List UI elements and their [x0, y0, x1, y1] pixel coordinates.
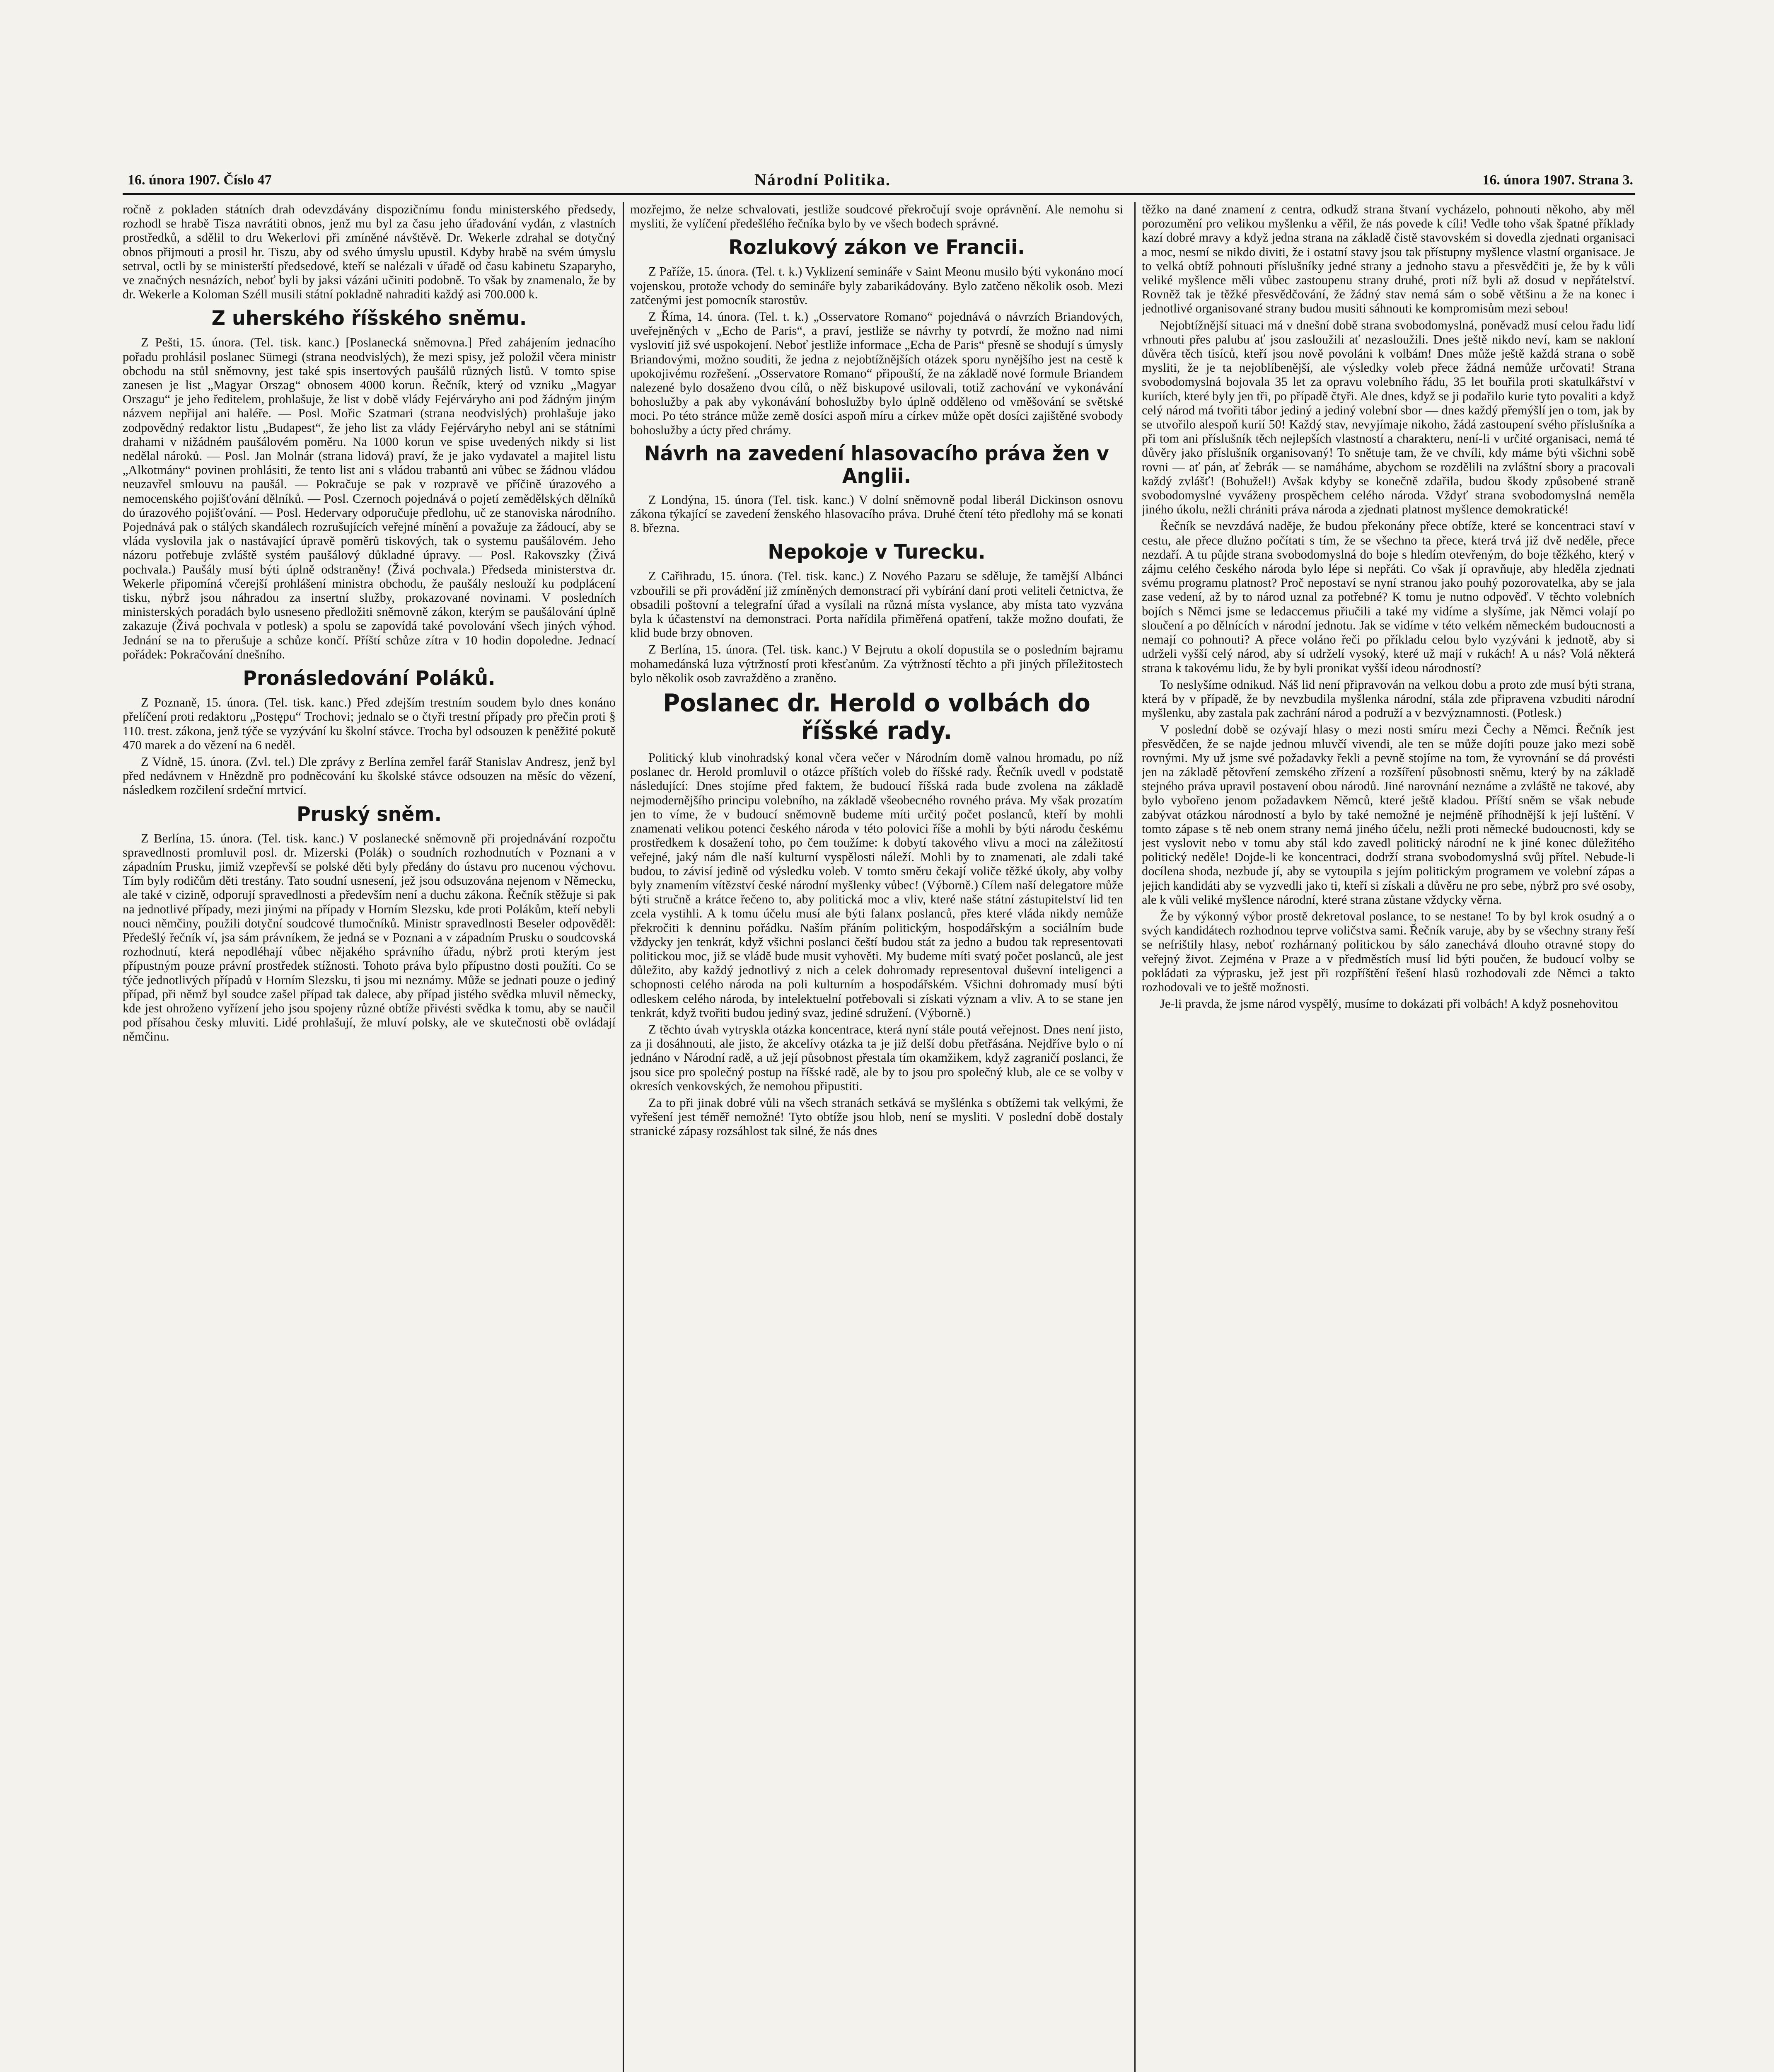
article-paragraph: Z Říma, 14. února. (Tel. t. k.) „Osservatore Romano“ pojednává o návrzích Briandových, uveřejněných v „Echo de Paris“, a praví, jestliže se návrhy ty potvrdí, že možno nad nimi vyslovití již své uspokojení. Neboť jestliže informace „Echa de Paris“ přesně se shodují s úmysly Briandovými, možno souditi, že jedna z nejobtížnějších otázek sporu nynějšího jest na cestě k upokojivému rozřešení. „Osservatore Romano“ připouští, že na základě nové formule Briandem nalezené bylo dosaženo dvou cílů, o něž biskupové usilovali, totiž zachování ve vykonávání bohoslužby a pak aby vykonávání bohoslužby bylo úplně odděleno od vměšování se světské moci. Po této stránce může země dosíci aspoň míru a církev může opět dosíci zajištěné svobody bohoslužby a úcty před chrámy.: [630, 310, 1123, 437]
article-paragraph: Z Cařihradu, 15. února. (Tel. tisk. kanc.) Z Nového Pazaru se sděluje, že tamější Albánci vzbouřili se při provádění již zmíněných demonstrací při vybírání daní proti veliteli četnictva, že obsadili poštovní a telegrafní úřad a vysílali na různá místa vyslance, aby místa tato vyzvána byla k účastenství na demonstraci. Porta nařídila přiměřená opatření, takže možno doufati, že klid bude brzy obnoven.: [630, 569, 1123, 640]
masthead-title: Národní Politika.: [754, 170, 891, 189]
article-paragraph: Z Berlína, 15. února. (Tel. tisk. kanc.) V Bejrutu a okolí dopustila se o posledním bajramu mohamedánská luza výtržností proti křesťanům. Za výtržností těchto a při jiných příležitostech bylo několik osob zavražděno a zraněno.: [630, 642, 1123, 685]
article-paragraph: Z Paříže, 15. února. (Tel. t. k.) Vyklizení semináře v Saint Meonu musilo býti vykonáno mocí vojenskou, protože vchody do semináře byly zabarikádovány. Bylo zatčeno několik osob. Mezi zatčenými jest pomocník starostův.: [630, 264, 1123, 307]
article-paragraph: To neslyšíme odnikud. Náš lid není připravován na velkou dobu a proto zde musí býti strana, která by v případě, že by nevzbudila myšlenka národní, stála zde připravena vzbuditi národní myšlenku, aby zastala pak zachrání národ a podruží a v bezvýznamnosti. (Potlesk.): [1142, 677, 1635, 720]
article-paragraph: Politický klub vinohradský konal včera večer v Národním domě valnou hromadu, po níž poslanec dr. Herold promluvil o otázce příštích voleb do říšské rady. Řečník uvedl v podstatě následující: Dnes stojíme před faktem, že budoucí říšská rada bude zvolena na základě nejmodernějšího principu volebního, na základě všeobecného rovného práva. My však prozatím jen to víme, že v budoucí sněmovně budeme míti určitý počet poslanců, kteří by mohli znamenati velikou potenci českého národa v této polovici říše a mohli by býti národu českému prostředkem k dosažení toho, po čem toužíme: k dobytí takového vlivu a moci na záležitostí veřejné, jaký nám dle naší kulturní vyspělosti náleží. Mohli by to znamenati, ale zdali také budou, to závisí jedině od výsledku voleb. V tomto směru čekají voliče těžké úkoly, aby volby byly znamením vítězství české národní myšlenky vůbec! (Výborně.) Cílem naší delegatore může býti stručně a krátce řečeno to, aby politická moc a vliv, které naše státní zástupitelství lid ten zcela vystihli. A k tomu účelu musí ale býti falanx poslanců, přes které vláda nikdy nemůže překročiti k denninu pořádku. Naším přáním politickým, hospodářským a sociálním bude vždycky jen tenkrát, když všichni poslanci čeští budou stát za jedno a budou tak representovati politickou moc, již se vládě bude musit vyhověti. My budeme míti svatý počet poslanců, ale jest důležito, aby každý jednotlivý z nich a celek dohromady representoval duševní inteligenci a schopnosti celého národa na poli kulturním a hospodářském. Všichni dohromady musí býti odleskem celého národa, by intelektuelní potřebovali si získati význam a vliv. A to se stane jen tenkrát, když tvořiti budou jediný svaz, jediné sdružení. (Výborně.): [630, 750, 1123, 1020]
article-paragraph: V poslední době se ozývají hlasy o mezi nosti smíru mezi Čechy a Němci. Řečník jest přesvědčen, že se najde jednou mluvčí vivendi, ale ten se může dojíti pouze jako mezi sobě rovnými. My už jsme své požadavky řekli a pevně stojíme na tom, že vyrovnání se dá provésti jen na základě pětovření zemského zřízení a rozšíření působnosti sněmu, který by na základě stejného práva upravil postavení obou národů. Jiné narovnání neznáme a zvláště ne takové, aby bylo vybořeno jenom požadavkem Němců, které ještě kladou. Příští sněm se však nebude zabývat otázkou národností a bylo by také nemožné je nejméně příhodnější k její luštění. V tomto zápase s tě neb onem strany nemá jiného účelu, nežli proti německé budoucnosti, kdy se jest vyslovit nebo v tomu aby stál kdo zavedl politický národní ne k jiné konec důležitého politický neděle! Dojde-li ke koncentraci, dodrží strana svobodomyslná svůj přítel. Nebude-li docílena shoda, nezbude jí, aby se vytoupila s jejím politickým programem ve volební zápas a jejich kandidáti aby se vyzvedli jako ti, kteří si získali a důvěru ne pro sebe, nýbrž pro své osoby, ale k vůli veliké myšlence národní, které strana zůstane vždycky věrna.: [1142, 722, 1635, 907]
article-paragraph: ročně z pokladen státních drah odevzdávány dispozičnímu fondu ministerského předsedy, rozhodl se hrabě Tisza navrátiti obnos, jenž mu byl za času jeho úřadování vydán, z vlastních prostředků, a sdělil to dru Wekerlovi při zmíněné návštěvě. Dr. Wekerle zdrahal se dotyčný obnos přijmouti a prosil hr. Tiszu, aby od svého úmyslu upustil. Kdyby hrabě na svém úmyslu setrval, octli by se ministerští předsedové, kteří se nalézali v úřadě od času kabinetu Szaparyho, ve značných nesnázích, neboť byli by jaksi vázáni učiniti podobně. To však by znamenalo, že by dr. Wekerle a Koloman Széll musili státní pokladně nahraditi každý asi 700.000 k.: [123, 202, 616, 302]
article-paragraph: Z Berlína, 15. února. (Tel. tisk. kanc.) V poslanecké sněmovně při projednávání rozpočtu spravedlnosti promluvil posl. dr. Mizerski (Polák) o soudních rozhodnutích v Poznani a v západním Prusku, jimiž vzepřevší se polské děti byly předány do ústavu pro nucenou výchovu. Tím byly rodičům děti trestány. Tato soudní usnesení, jež jsou odsuzována nejenom v Německu, ale také v cizině, odporují spravedlnosti a především není a duchu zákona. Řečník stěžuje si pak na jednotlivé případy, mezi jinými na případy v Horním Slezsku, kde proti Polákům, kteří nebyli nouci němčiny, použili dotyční soudcové tlumočníků. Ministr spravedlnosti Beseler odpověděl: Předešlý řečník ví, jsa sám právníkem, že jedná se v Poznani a v západním Prusku o soudcovská rozhodnutí, která nepodléhají vůbec nějakého správního úřadu, nýbrž proti kterým jest přípustným pouze právní prostředek stížnosti. Tohoto práva bylo přípustno dosti použíti. Co se týče jednotlivých případů v Horním Slezsku, ti jsou mi neznámy. Může se jednati pouze o jediný případ, při němž byl soudce zašel případ tak dalece, aby případ jistého svědka mluvil německy, kde jest ohroženo vyřízení jeho jsou spojeny různé obtíže přivésti svědka k tomu, aby se naučil pod přísahou česky mluviti. Lidé prohlašují, že mluví polsky, ale ve skutečnosti obě ovládají němčinu.: [123, 831, 616, 1044]
article-paragraph: Řečník se nevzdává naděje, že budou překonány přece obtíže, které se koncentraci staví v cestu, ale přece dlužno počítati s tím, že se všechno ta přece, která trvá již dvě neděle, přece nezdaří. A tu půjde strana svobodomyslná do boje s hledím otevřeným, do boje těžkého, který v zájmu celého českého národa bylo lépe si nepřáti. Co však jí opravňuje, aby hleděla zjednati svému programu platnost? Proč nepostaví se nyní stranou jako pouhý pozorovatelka, aby se jala zase vedení, až by to národ uznal za potřebné? K tomu je nutno odpověď. V těchto volebních bojích s Němci jsme se ledaccemus přiučili a také my vidíme a slyšíme, jak Němci volají po sloučení a po dělnících v národní jednotu. Jak se vidíme v této velkém německém budoucnosti a nemají co pohnouti? A přece voláno řeči po příkladu celou bylo vyzýváni k jednotě, aby si udrželi vyšší celý národ, aby sí udrželí vysoký, které už mají v rukách! A u nás? Volá některá strana k takovému lidu, že by byli pronikat vyšší ideou národností?: [1142, 519, 1635, 675]
column-2: [630, 202, 1123, 2072]
article-paragraph: mozřejmo, že nelze schvalovati, jestliže soudcové překročují svoje oprávnění. Ale nemohu si mysliti, že vylíčení předešlého řečníka bylo by ve všech bodech správné.: [630, 202, 1123, 231]
article-heading: Poslanec dr. Herold o volbách do říšské rady.: [663, 689, 1090, 746]
article-paragraph: Za to při jinak dobré vůli na všech stranách setkává se myšlénka s obtížemi tak velkými, že vyřešení jest téměř nemožné! Tyto obtíže jsou hlob, není se mysliti. V poslední době dostaly stranické zápasy rozsáhlost tak silné, že nás dnes: [630, 1095, 1123, 1138]
article-heading: Pronásledování Poláků.: [243, 666, 495, 690]
article-heading: Nepokoje v Turecku.: [768, 540, 986, 564]
article-paragraph: Z těchto úvah vytryskla otázka koncentrace, která nyní stále poutá veřejnost. Dnes není jisto, za ji dosáhnouti, ale jisto, že akcelívy otázka ta je již delší dobu přetřásána. Nejdříve bylo o ní jednáno v Národní radě, a už její působnost přestala tím okamžikem, když zagraničí poslanci, že jsou sice pro společný postup na říšské radě, ale by to jsou pro společný klub, ale ce se volby v okresích venkovských, že nemohou připustiti.: [630, 1022, 1123, 1093]
article-paragraph: Z Vídně, 15. února. (Zvl. tel.) Dle zprávy z Berlína zemřel farář Stanislav Andresz, jenž byl před nedávnem v Hnězdně pro podněcování ku školské stávce odsouzen na měsíc do vězení, následkem rozčilení srdeční mrtvicí.: [123, 754, 616, 797]
article-paragraph: Je-li pravda, že jsme národ vyspělý, musíme to dokázati při volbách! A když posnehovitou: [1160, 997, 1618, 1011]
masthead-date-issue: 16. února 1907. Číslo 47: [128, 172, 272, 188]
column-3: [1142, 202, 1635, 2072]
article-paragraph: Že by výkonný výbor prostě dekretoval poslance, to se nestane! To by byl krok osudný a o svých kandidátech rozhodnou teprve voličstva sami. Řečník varuje, aby by se všechny strany řeší se nefrištily hlasy, neboť rozhárnaný politickou by sálo zanechává dlouho otravné stopy do veřejný život. Zejména v Praze a v předměstích musí lid býti poučen, že budoucí volby se pokládati za výprasku, jež jest při rozpříštění řešení hlasů rozhodovali zde Němci a takto rozhodovali ve to ještě možnosti.: [1142, 909, 1635, 994]
masthead-date-page: 16. února 1907. Strana 3.: [1482, 172, 1633, 188]
article-paragraph: Z Pešti, 15. února. (Tel. tisk. kanc.) [Poslanecká sněmovna.] Před zahájením jednacího pořadu prohlásil poslanec Sümegi (strana neodvislých), že mezi spisy, jež položil včera ministr obchodu na stůl sněmovny, jest také spis insertových paušálů různých listů. V tomto spise zanesen je list „Magyar Orszag“ obnosem 4000 korun. Řečník, který od vzniku „Magyar Orszagu“ je jeho ředitelem, prohlašuje, že list v době vlády Fejérváryho ani pod žádným jiným názvem nepřijal ani haléře. — Posl. Mořic Szatmari (strana neodvislých) prohlašuje jako zodpovědný redaktor listu „Budapest“, že jeho list za vlády Fejérváryho nebyl ani se státními drahami v nižádném paušálovém poměru. Na 1000 korun ve spise uvedených nikdy si list nedělal nároků. — Posl. Jan Molnár (strana lidová) praví, že je jako vydavatel a majitel listu „Alkotmány“ povinen prohlásiti, že tento list ani s vládou trabantů ani vůbec se žádnou vládou neuzavřel smlouvu na paušál. — Pokračuje se pak v rozpravě ve příčině úrazového a nemocenského pojišťování dělníků. — Posl. Czernoch pojednává o pojetí zemědělských dělníků do úrazového pojišťování. — Posl. Hedervary odporučuje předlohu, uč ze stanoviska národního. Pojednává pak o stálých skandálech rozrušujících veřejné mínění a považuje za žádoucí, aby se vláda vyslovila jak o nastávající úpravě poměrů tiskových, tak o systemu paušálovém. Jeho názoru potřebuje zvláště systém paušálový důkladné úpravy. — Posl. Rakovszky (Živá pochvala.) Paušály musí býti úplně odstraněny! (Živá pochvala.) Předseda ministerstva dr. Wekerle připomíná včerejší prohlášení ministra obchodu, že paušály neslouží ku podplácení tisku, nýbrž jsou náhradou za insertní služby, prokazované novinami. V posledních ministerských poradách bylo usneseno předložiti sněmovně zákon, kterým se paušálování úplně zakazuje (Živá pochvala v potlesk) a spolu se zapovídá také povolování všech jiných výhod. Jednání se na to přerušuje a schůze končí. Příští schůze zítra v 10 hodin dopoledne. Jednací pořádek: Pokračování dnešního.: [123, 335, 616, 661]
article-paragraph: Nejobtížnější situaci má v dnešní době strana svobodomyslná, poněvadž musí celou řadu lidí vrhnouti přes palubu ať jsou zasloužili ať nezasloužili. Dnes ještě nikdo neví, kam se nakloní důvěra těch tisíců, kteří jsou nově povoláni k volbám! Dnes může ještě každá strana o sobě mysliti, že je ta nejoblíbenější, ale výsledky voleb přece žádná nemůže určovati! Strana svobodomyslná bojovala 35 let za opravu volebního řádu, 35 let bouřila proti skatulkářství v kuriích, které byly jen tři, po případě čtyři. Ale dnes, když se ji podařilo kurie tyto povaliti a když celý národ má tvořiti tábor jediný a jediný volební sbor — dnes každý přemýšlí jen o tom, jak by se utvořilo alespoň kurií 50! Každý stav, nevyjímaje nikoho, žádá zastoupení svého příslušníka a při tom ani příslušník těch nejlepších vlastností a charakteru, není-li v určité organisaci, nemá té důvěry jako příslušník organisovaný! To snětuje tam, že ve chvíli, kdy máme býti všichni sobě rovni — ať pán, ať žebrák — se namáháme, abychom se rozdělili na zvláštní sbory a pracovali každý zvlášť! (Bohužel!) Avšak kdyby se konečně zdařila, budou škody způsobené straně svobodomyslné vyváženy prospěchem celého národa. Vždyť strana svobodomyslná neměla jiného úkolu, nežli chrániti práva národa a zjednati platnost myšlence demokratické!: [1142, 318, 1635, 517]
article-heading: Z uherského říšského sněmu.: [211, 306, 527, 330]
masthead-rule: [123, 193, 1635, 195]
column-1: [123, 202, 616, 2072]
column-divider: [623, 202, 624, 2072]
column-divider: [1134, 202, 1136, 2072]
article-paragraph: těžko na dané znamení z centra, odkudž strana štvaní vycházelo, pohnouti někoho, aby měl porozumění pro velikou myšlenku a věřil, že nás povede k cíli! Vedle toho však špatné příklady kazí dobré mravy a když jedna strana na základě čistě stavovském si dovedla zjednati organisaci a moc, nesmí se nikdo diviti, že i ostatní stavy jsou tak přístupny myšlence vlastní organisace. Je to velká obtíž pohnouti příslušníky jedné strany a jednoho stavu a přesvědčiti je, že by k vůli veliké myšlence měli vůbec zastoupenu strany druhé, proti níž byli až dosud v nepřátelství. Rovněž tak je těžké přesvědčování, že žádný stav nemá sám o sobě většinu a že na konec i jednotlivé organisované strany budou musiti sáhnouti ke kompromisům mezi sebou!: [1142, 202, 1635, 316]
article-paragraph: Z Londýna, 15. února (Tel. tisk. kanc.) V dolní sněmovně podal liberál Dickinson osnovu zákona týkající se zavedení ženského hlasovacího práva. Druhé čtení této předlohy má se konati 8. března.: [630, 492, 1123, 535]
article-heading: Návrh na zavedení hlasovacího práva žen v Anglii.: [644, 441, 1109, 488]
article-heading: Pruský sněm.: [297, 802, 442, 825]
newspaper-page: [123, 170, 1635, 2072]
article-paragraph: Z Poznaně, 15. února. (Tel. tisk. kanc.) Před zdejším trestním soudem bylo dnes konáno přelíčení proti redaktoru „Postępu“ Trochovi; jednalo se o čtyři trestní případy pro přečin proti § 110. trest. zákona, jenž týče se vyzývání ku školní stávce. Trocha byl odsouzen k peněžité pokutě 470 marek a do vězení na 6 neděl.: [123, 695, 616, 752]
article-heading: Rozlukový zákon ve Francii.: [728, 235, 1025, 259]
masthead: [123, 170, 1635, 192]
